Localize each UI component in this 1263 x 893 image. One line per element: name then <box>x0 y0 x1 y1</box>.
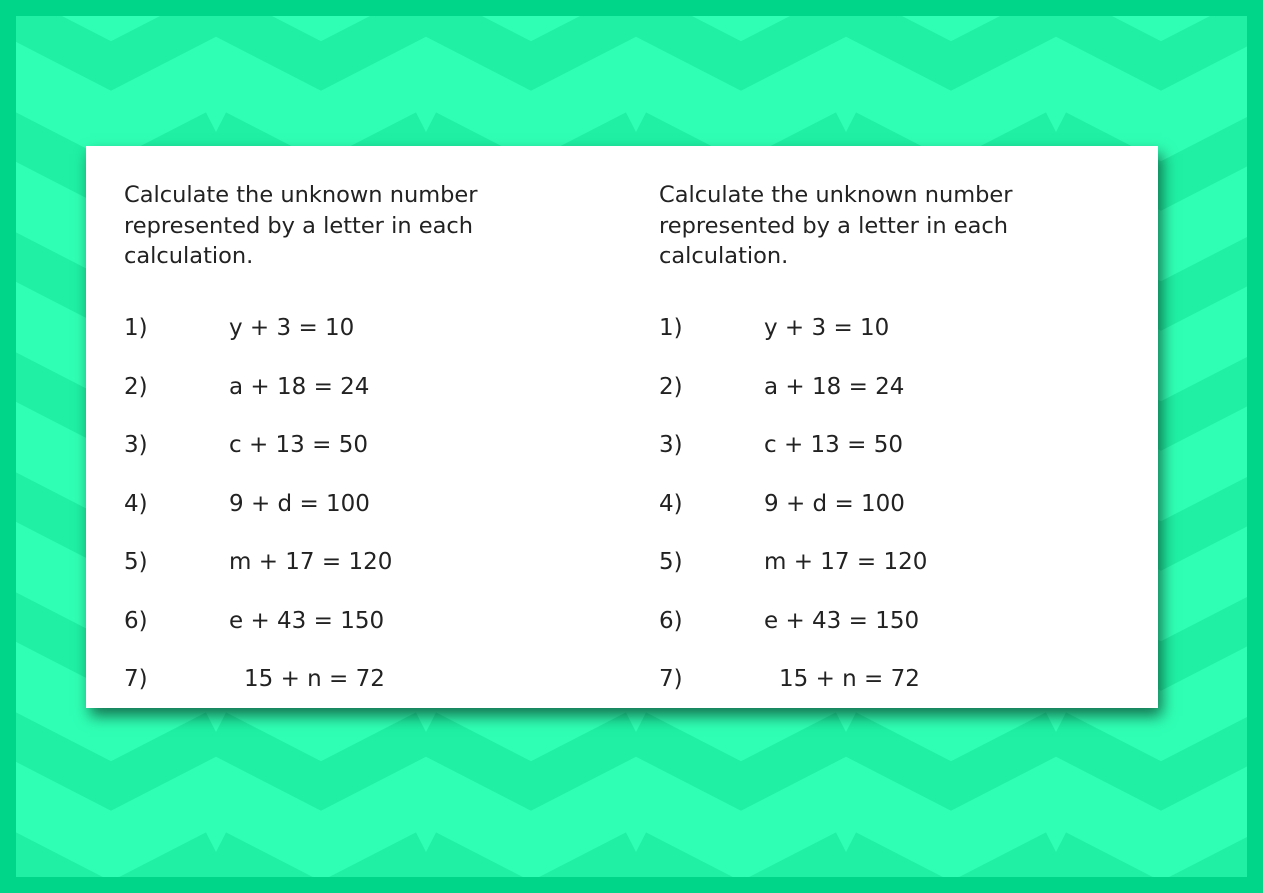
background-panel <box>16 16 1247 877</box>
problem-item <box>659 666 1079 725</box>
problem-number: 7) <box>124 666 148 692</box>
problem-number: 6) <box>659 607 683 634</box>
problem-equation: m + 17 = 120 <box>229 549 393 575</box>
problem-list <box>124 315 544 725</box>
problem-equation: y + 3 = 10 <box>229 315 355 341</box>
problem-item <box>124 432 544 491</box>
problem-equation: y + 3 = 10 <box>764 315 890 341</box>
problem-equation: e + 43 = 150 <box>764 607 920 634</box>
instruction-text: Calculate the unknown number represented by a letter in each calculation. <box>124 182 478 269</box>
problem-equation: m + 17 = 120 <box>764 549 928 575</box>
problem-number: 2) <box>659 373 683 400</box>
problem-item <box>659 608 1079 667</box>
problem-equation: c + 13 = 50 <box>229 432 368 458</box>
worksheet-column-left <box>124 180 564 692</box>
problem-number: 1) <box>124 315 148 341</box>
problem-equation: e + 43 = 150 <box>229 607 385 634</box>
problem-number: 4) <box>659 490 683 517</box>
problem-equation: 15 + n = 72 <box>244 666 385 692</box>
problem-item <box>659 315 1079 374</box>
worksheet-column-right <box>659 180 1099 692</box>
problem-equation: 9 + d = 100 <box>764 490 905 517</box>
problem-item <box>124 666 544 725</box>
problem-number: 5) <box>659 549 683 575</box>
problem-equation: 9 + d = 100 <box>229 490 370 517</box>
problem-number: 4) <box>124 490 148 517</box>
problem-list <box>659 315 1079 725</box>
problem-item <box>124 374 544 433</box>
problem-equation: 15 + n = 72 <box>779 666 920 692</box>
problem-item <box>124 608 544 667</box>
problem-item <box>659 374 1079 433</box>
problem-number: 2) <box>124 373 148 400</box>
problem-number: 1) <box>659 315 683 341</box>
problem-number: 7) <box>659 666 683 692</box>
problem-number: 3) <box>659 432 683 458</box>
problem-equation: a + 18 = 24 <box>764 373 905 400</box>
problem-item <box>659 491 1079 550</box>
problem-item <box>659 432 1079 491</box>
instruction-text: Calculate the unknown number represented by a letter in each calculation. <box>659 182 1013 269</box>
problem-equation: a + 18 = 24 <box>229 373 370 400</box>
worksheet-card <box>86 146 1158 708</box>
problem-number: 5) <box>124 549 148 575</box>
problem-equation: c + 13 = 50 <box>764 432 903 458</box>
problem-number: 3) <box>124 432 148 458</box>
problem-item <box>124 315 544 374</box>
problem-item <box>124 491 544 550</box>
problem-item <box>124 549 544 608</box>
problem-number: 6) <box>124 607 148 634</box>
problem-item <box>659 549 1079 608</box>
